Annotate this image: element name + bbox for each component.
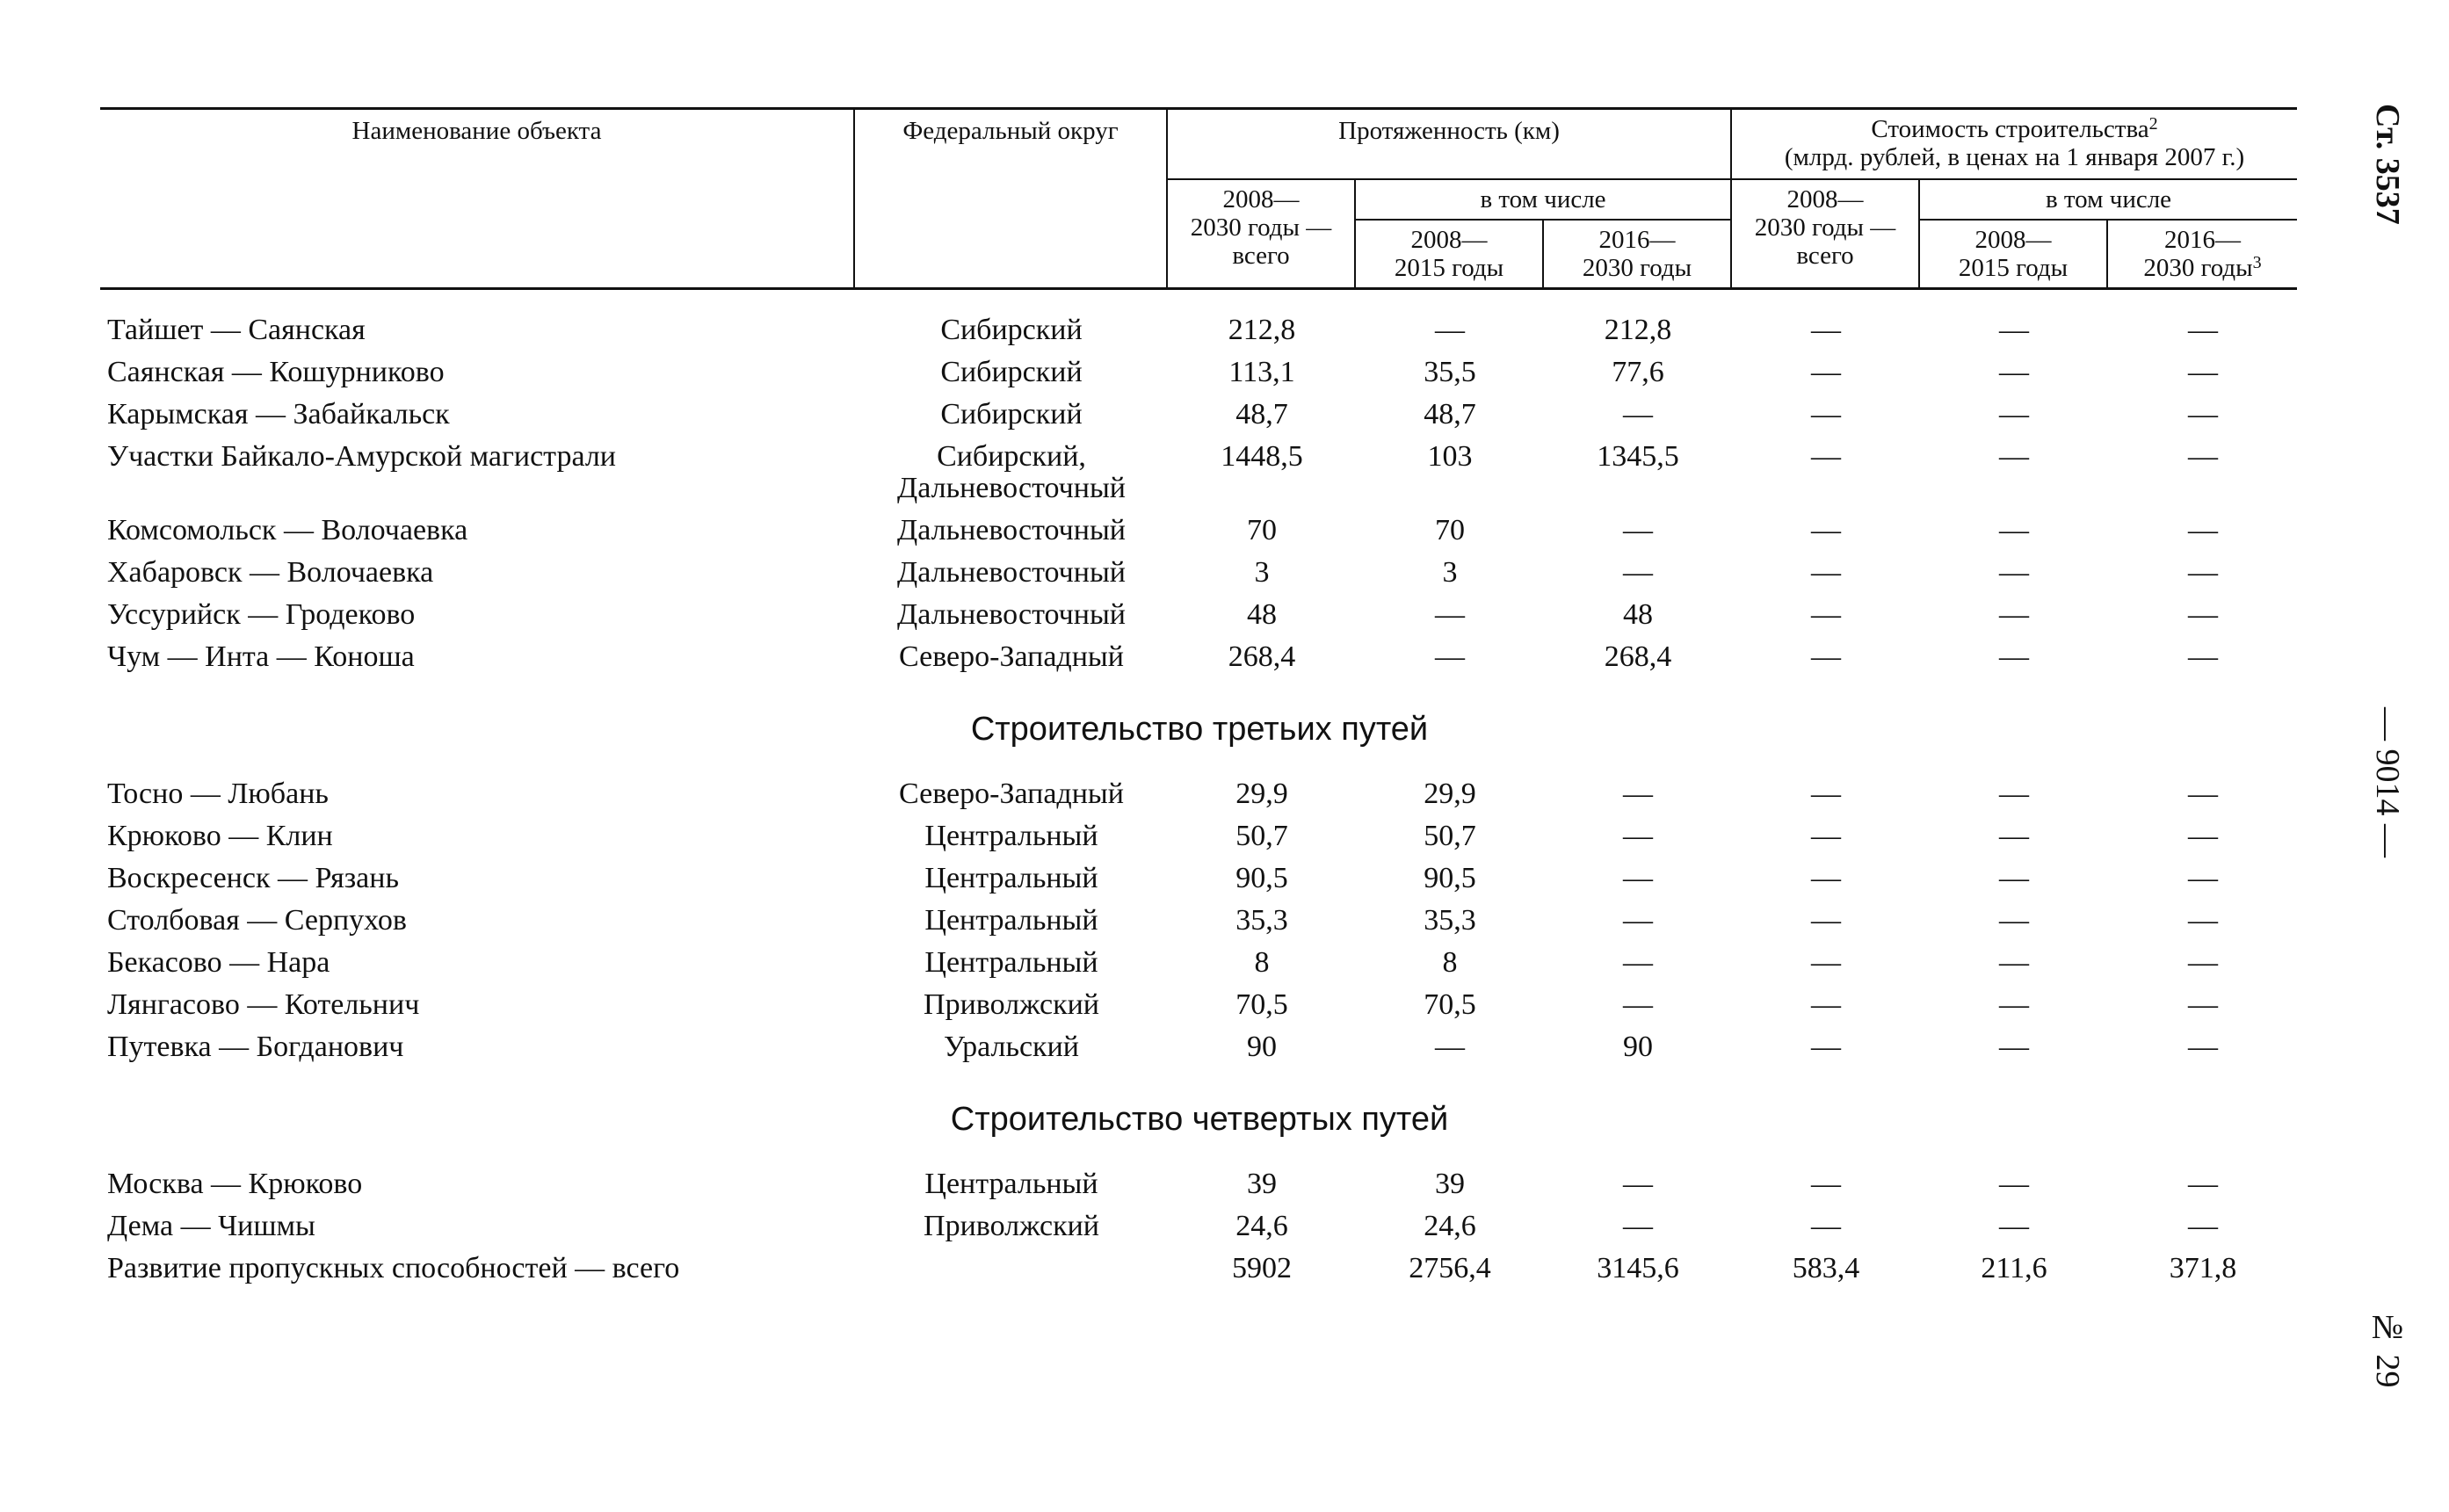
- cell-cost-total: —: [1811, 904, 1842, 937]
- cell-length-total: 212,8: [1228, 314, 1296, 346]
- header-cost-total: [1731, 179, 1919, 289]
- header-cost-p2-l1: 2016—: [2164, 226, 2242, 254]
- cell-name: Москва — Крюково: [107, 1168, 363, 1200]
- cell-cost-2008-2015: —: [1999, 440, 2030, 473]
- table-sheet: [100, 107, 2297, 1290]
- header-length-p1-l1: 2008—: [1410, 226, 1488, 254]
- header-cost-total-l2: 2030 годы —: [1754, 213, 1896, 242]
- cell-cost-2008-2015: 211,6: [1981, 1252, 2047, 1284]
- cell-district: Центральный: [924, 820, 1098, 852]
- cell-length-total: 5902: [1232, 1252, 1292, 1284]
- cell-length-2008-2015: 90,5: [1424, 862, 1476, 894]
- cell-cost-2016-2030: 371,8: [2169, 1252, 2237, 1284]
- header-cost-p2-l2: 2030 годы: [2143, 254, 2253, 282]
- cell-cost-total: —: [1811, 1168, 1842, 1200]
- header-cost: [1731, 109, 2297, 180]
- cell-length-2016-2030: —: [1623, 556, 1653, 589]
- table-row: [100, 552, 2297, 594]
- cell-district: Дальневосточный: [897, 598, 1126, 631]
- section-heading: Строительство четвертых путей: [950, 1101, 1449, 1138]
- cell-cost-total: —: [1811, 640, 1842, 673]
- header-name: Наименование объекта: [100, 109, 854, 289]
- cell-cost-2008-2015: —: [1999, 398, 2030, 430]
- header-cost-p2-footnote: 3: [2252, 253, 2262, 272]
- table-row: [100, 394, 2297, 436]
- header-cost-units: (млрд. рублей, в ценах на 1 января 2007 г.): [1784, 143, 2245, 171]
- cell-district: Сибирский: [940, 356, 1083, 388]
- cell-length-total: 39: [1247, 1168, 1277, 1200]
- issue-number: № 29: [2369, 1309, 2406, 1388]
- cell-cost-total: —: [1811, 440, 1842, 473]
- header-cost-footnote: 2: [2148, 114, 2158, 134]
- table-row: [100, 1163, 2297, 1205]
- cell-length-total: 268,4: [1228, 640, 1296, 673]
- cell-cost-2016-2030: —: [2188, 1168, 2219, 1200]
- cell-length-total: 48,7: [1235, 398, 1288, 430]
- header-cost-p1-l2: 2015 годы: [1958, 254, 2069, 282]
- construction-table: [100, 107, 2297, 1290]
- header-cost-incl: в том числе: [1919, 179, 2297, 220]
- cell-length-2016-2030: —: [1623, 904, 1653, 937]
- cell-district: [854, 1248, 1167, 1290]
- cell-cost-2016-2030: —: [2188, 820, 2219, 852]
- header-length-total-l3: всего: [1232, 242, 1290, 270]
- section-heading-row: [100, 678, 2297, 773]
- cell-cost-total: —: [1811, 988, 1842, 1021]
- cell-cost-total: 583,4: [1792, 1252, 1860, 1284]
- cell-length-2008-2015: 35,3: [1424, 904, 1476, 937]
- table-row: [100, 510, 2297, 552]
- cell-cost-total: —: [1811, 862, 1842, 894]
- cell-cost-2016-2030: —: [2188, 946, 2219, 979]
- cell-name: Путевка — Богданович: [107, 1031, 404, 1063]
- cell-cost-2008-2015: —: [1999, 904, 2030, 937]
- cell-name: Столбовая — Серпухов: [107, 904, 407, 937]
- cell-cost-2016-2030: —: [2188, 904, 2219, 937]
- cell-name: Чум — Инта — Коноша: [107, 640, 415, 673]
- table-row: [100, 815, 2297, 857]
- header-cost-title: Стоимость строительства: [1871, 115, 2149, 143]
- cell-length-total: 48: [1247, 598, 1277, 631]
- cell-name: Уссурийск — Гродеково: [107, 598, 416, 631]
- cell-length-total: 35,3: [1235, 904, 1288, 937]
- table-row: [100, 636, 2297, 678]
- cell-length-2016-2030: 212,8: [1604, 314, 1672, 346]
- cell-length-total: 70: [1247, 514, 1277, 546]
- cell-length-2008-2015: —: [1435, 640, 1465, 673]
- cell-district: Центральный: [924, 1168, 1098, 1200]
- district-line: Дальневосточный: [897, 472, 1126, 504]
- spacer-row: [100, 289, 2297, 310]
- cell-name: Крюково — Клин: [107, 820, 333, 852]
- table-row: [100, 900, 2297, 942]
- cell-length-2016-2030: 48: [1623, 598, 1653, 631]
- cell-cost-2016-2030: —: [2188, 356, 2219, 388]
- cell-cost-2016-2030: —: [2188, 556, 2219, 589]
- cell-length-2016-2030: —: [1623, 946, 1653, 979]
- cell-length-2016-2030: —: [1623, 398, 1653, 430]
- cell-cost-2016-2030: —: [2188, 514, 2219, 546]
- cell-cost-2016-2030: —: [2188, 314, 2219, 346]
- district-line: Сибирский,: [937, 440, 1086, 473]
- cell-length-2008-2015: 70,5: [1424, 988, 1476, 1021]
- cell-cost-2008-2015: —: [1999, 862, 2030, 894]
- cell-cost-total: —: [1811, 1031, 1842, 1063]
- header-cost-p2: [2107, 220, 2297, 289]
- cell-length-2016-2030: —: [1623, 862, 1653, 894]
- cell-district: [854, 436, 1167, 510]
- cell-length-2008-2015: 50,7: [1424, 820, 1476, 852]
- cell-length-2016-2030: —: [1623, 514, 1653, 546]
- cell-cost-2008-2015: —: [1999, 820, 2030, 852]
- cell-cost-2016-2030: —: [2188, 1031, 2219, 1063]
- header-length-total-l1: 2008—: [1222, 185, 1300, 213]
- cell-length-2016-2030: 90: [1623, 1031, 1653, 1063]
- cell-length-2008-2015: 29,9: [1424, 778, 1476, 810]
- cell-name: Участки Байкало-Амурской магистрали: [107, 440, 616, 473]
- cell-length-total: 29,9: [1235, 778, 1288, 810]
- cell-length-2016-2030: —: [1623, 1168, 1653, 1200]
- cell-cost-2008-2015: —: [1999, 514, 2030, 546]
- spacer-cell: [100, 289, 2297, 310]
- cell-length-2008-2015: 24,6: [1424, 1210, 1476, 1242]
- cell-district: Северо-Западный: [899, 778, 1124, 810]
- cell-district: Приволжский: [924, 1210, 1099, 1242]
- header-district: Федеральный округ: [854, 109, 1167, 289]
- header-length-p2-l2: 2030 годы: [1582, 254, 1692, 282]
- cell-length-2016-2030: 77,6: [1612, 356, 1664, 388]
- header-length-p1: [1355, 220, 1543, 289]
- cell-length-2008-2015: 2756,4: [1409, 1252, 1491, 1284]
- table-row: [100, 1248, 2297, 1290]
- page-reference: Ст. 3537: [2369, 104, 2406, 225]
- cell-district: Центральный: [924, 862, 1098, 894]
- cell-length-2008-2015: 39: [1435, 1168, 1465, 1200]
- cell-cost-total: —: [1811, 946, 1842, 979]
- header-cost-p1-l1: 2008—: [1974, 226, 2052, 254]
- cell-length-2016-2030: —: [1623, 778, 1653, 810]
- cell-name: Саянская — Кошурниково: [107, 356, 445, 388]
- section-heading: Строительство третьих путей: [970, 711, 1429, 748]
- cell-cost-2008-2015: —: [1999, 1168, 2030, 1200]
- cell-name: Тайшет — Саянская: [107, 314, 366, 346]
- cell-cost-2008-2015: —: [1999, 640, 2030, 673]
- cell-district: Приволжский: [924, 988, 1099, 1021]
- cell-cost-total: —: [1811, 1210, 1842, 1242]
- cell-length-total: 90,5: [1235, 862, 1288, 894]
- cell-length-2008-2015: —: [1435, 598, 1465, 631]
- cell-length-2016-2030: 268,4: [1604, 640, 1672, 673]
- table-row: [100, 351, 2297, 394]
- cell-cost-2008-2015: —: [1999, 356, 2030, 388]
- cell-length-total: 8: [1254, 946, 1270, 979]
- cell-cost-2016-2030: —: [2188, 988, 2219, 1021]
- header-length-p2: [1543, 220, 1731, 289]
- cell-name: Бекасово — Нара: [107, 946, 330, 979]
- cell-length-2016-2030: —: [1623, 988, 1653, 1021]
- cell-district: Дальневосточный: [897, 556, 1126, 589]
- cell-length-2008-2015: 48,7: [1424, 398, 1476, 430]
- cell-cost-2016-2030: —: [2188, 640, 2219, 673]
- cell-length-total: 70,5: [1235, 988, 1288, 1021]
- cell-cost-2016-2030: —: [2188, 598, 2219, 631]
- cell-length-2016-2030: 1345,5: [1597, 440, 1679, 473]
- cell-length-total: 1448,5: [1221, 440, 1303, 473]
- cell-cost-total: —: [1811, 514, 1842, 546]
- table-row: [100, 594, 2297, 636]
- cell-length-total: 50,7: [1235, 820, 1288, 852]
- section-heading-row: [100, 1068, 2297, 1163]
- table-header: [100, 109, 2297, 289]
- table-row: [100, 773, 2297, 815]
- cell-cost-total: —: [1811, 598, 1842, 631]
- cell-district: Центральный: [924, 946, 1098, 979]
- cell-cost-2008-2015: —: [1999, 314, 2030, 346]
- cell-length-total: 90: [1247, 1031, 1277, 1063]
- table-row: [100, 309, 2297, 351]
- cell-length-2008-2015: —: [1435, 1031, 1465, 1063]
- header-length-incl: в том числе: [1355, 179, 1731, 220]
- cell-cost-2016-2030: —: [2188, 778, 2219, 810]
- header-cost-total-l3: всего: [1796, 242, 1854, 270]
- table-row: [100, 857, 2297, 900]
- header-length-p2-l1: 2016—: [1598, 226, 1676, 254]
- cell-cost-total: —: [1811, 356, 1842, 388]
- cell-name: Воскресенск — Рязань: [107, 862, 399, 894]
- table-row: [100, 942, 2297, 984]
- cell-length-2008-2015: 103: [1427, 440, 1473, 473]
- cell-name: Развитие пропускных способностей — всего: [107, 1252, 680, 1284]
- cell-length-total: 24,6: [1235, 1210, 1288, 1242]
- table-row: [100, 984, 2297, 1026]
- cell-cost-2016-2030: —: [2188, 440, 2219, 473]
- cell-cost-total: —: [1811, 778, 1842, 810]
- cell-cost-2016-2030: —: [2188, 862, 2219, 894]
- cell-district: Сибирский: [940, 314, 1083, 346]
- header-length: Протяженность (км): [1167, 109, 1731, 180]
- cell-district: Дальневосточный: [897, 514, 1126, 546]
- cell-cost-total: —: [1811, 556, 1842, 589]
- cell-district: Уральский: [944, 1031, 1079, 1063]
- cell-name: Дема — Чишмы: [107, 1210, 315, 1242]
- cell-length-2008-2015: —: [1435, 314, 1465, 346]
- page-number: — 9014 —: [2369, 707, 2406, 857]
- table-body: [100, 289, 2297, 1291]
- cell-cost-2016-2030: —: [2188, 1210, 2219, 1242]
- cell-length-2016-2030: 3145,6: [1597, 1252, 1679, 1284]
- cell-cost-2016-2030: —: [2188, 398, 2219, 430]
- header-length-total: [1167, 179, 1355, 289]
- cell-cost-2008-2015: —: [1999, 988, 2030, 1021]
- cell-district: Сибирский: [940, 398, 1083, 430]
- header-length-total-l2: 2030 годы —: [1190, 213, 1332, 242]
- cell-length-2008-2015: 3: [1442, 556, 1458, 589]
- cell-cost-2008-2015: —: [1999, 1031, 2030, 1063]
- cell-name: Комсомольск — Волочаевка: [107, 514, 468, 546]
- cell-name: Карымская — Забайкальск: [107, 398, 450, 430]
- table-row: [100, 1026, 2297, 1068]
- cell-length-2008-2015: 8: [1442, 946, 1458, 979]
- cell-cost-2008-2015: —: [1999, 1210, 2030, 1242]
- cell-cost-2008-2015: —: [1999, 556, 2030, 589]
- cell-cost-total: —: [1811, 314, 1842, 346]
- cell-cost-2008-2015: —: [1999, 946, 2030, 979]
- cell-cost-2008-2015: —: [1999, 598, 2030, 631]
- cell-length-total: 113,1: [1228, 356, 1295, 388]
- table-row: [100, 1205, 2297, 1248]
- cell-name: Хабаровск — Волочаевка: [107, 556, 434, 589]
- cell-length-2008-2015: 70: [1435, 514, 1465, 546]
- header-length-p1-l2: 2015 годы: [1394, 254, 1504, 282]
- cell-name: Тосно — Любань: [107, 778, 329, 810]
- header-cost-total-l1: 2008—: [1786, 185, 1864, 213]
- cell-district: Центральный: [924, 904, 1098, 937]
- cell-cost-2008-2015: —: [1999, 778, 2030, 810]
- cell-district: Северо-Западный: [899, 640, 1124, 673]
- cell-cost-total: —: [1811, 398, 1842, 430]
- cell-cost-total: —: [1811, 820, 1842, 852]
- table-row: [100, 436, 2297, 510]
- header-cost-p1: [1919, 220, 2107, 289]
- cell-length-2016-2030: —: [1623, 820, 1653, 852]
- cell-length-2008-2015: 35,5: [1424, 356, 1476, 388]
- cell-length-2016-2030: —: [1623, 1210, 1653, 1242]
- cell-name: Лянгасово — Котельнич: [107, 988, 420, 1021]
- cell-length-total: 3: [1254, 556, 1270, 589]
